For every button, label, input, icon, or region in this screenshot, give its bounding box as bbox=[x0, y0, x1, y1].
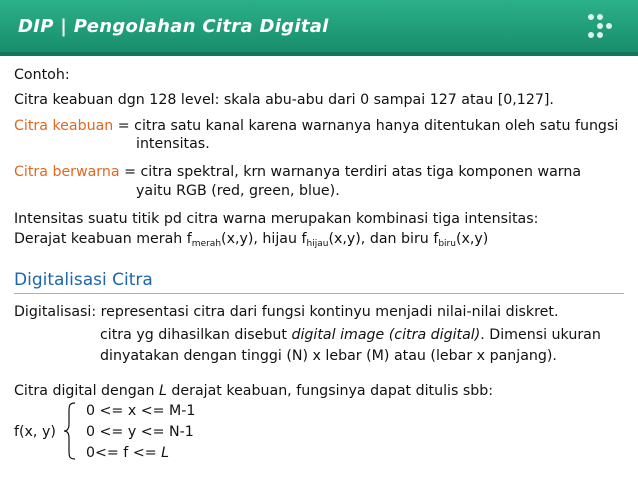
left-brace-icon bbox=[63, 402, 77, 460]
derajat-end: (x,y) bbox=[455, 231, 489, 247]
slide-header bbox=[0, 0, 638, 56]
section-divider bbox=[14, 293, 624, 294]
digitalisasi-line-1: Digitalisasi: representasi citra dari fungsi kontinyu menjadi nilai-nilai diskret. bbox=[14, 304, 559, 320]
def-berwarna-text: = citra spektral, krn warnanya terdiri atas tiga komponen warna bbox=[119, 164, 582, 180]
sub-hijau: hijau bbox=[306, 239, 329, 249]
derajat-prefix: Derajat keabuan merah f bbox=[14, 231, 192, 247]
contoh-heading: Contoh: bbox=[14, 67, 70, 83]
term-citra-keabuan: Citra keabuan bbox=[14, 118, 114, 134]
def-keabuan-text: = citra satu kanal karena warnanya hanya ditentukan oleh satu fungsi bbox=[113, 118, 619, 134]
line4-text-a: Citra digital dengan bbox=[14, 383, 159, 399]
term-citra-berwarna: Citra berwarna bbox=[14, 164, 120, 180]
cond3-L: L bbox=[161, 445, 170, 461]
citra-keabuan-definition bbox=[14, 117, 618, 135]
digitalisasi-line-3: dinyatakan dengan tinggi (N) x lebar (M) atau (lebar x panjang). bbox=[100, 348, 557, 364]
derajat-keabuan-line bbox=[14, 230, 488, 253]
slide-title: DIP | Pengolahan Citra Digital bbox=[18, 16, 329, 37]
line2-text-b: . Dimensi ukuran bbox=[480, 327, 601, 343]
line2-italic: digital image (citra digital) bbox=[291, 327, 481, 343]
derajat-mid-1: (x,y), hijau f bbox=[221, 231, 307, 247]
citra-berwarna-definition bbox=[14, 163, 581, 181]
header-divider bbox=[0, 52, 638, 56]
condition-y: 0 <= y <= N-1 bbox=[86, 424, 194, 440]
contoh-line-1: Citra keabuan dgn 128 level: skala abu-abu dari 0 sampai 127 atau [0,127]. bbox=[14, 92, 554, 108]
sub-merah: merah bbox=[191, 239, 222, 249]
digitalisasi-line-4 bbox=[14, 382, 493, 400]
def-keabuan-cont: intensitas. bbox=[136, 136, 210, 152]
condition-x: 0 <= x <= M-1 bbox=[86, 403, 196, 419]
line2-text-a: citra yg dihasilkan disebut bbox=[100, 327, 292, 343]
sub-biru: biru bbox=[438, 239, 456, 249]
function-label: f(x, y) bbox=[14, 424, 56, 440]
digitalisasi-line-2 bbox=[100, 326, 601, 344]
intensitas-line: Intensitas suatu titik pd citra warna merupakan kombinasi tiga intensitas: bbox=[14, 211, 539, 227]
cond3-text: 0<= f <= bbox=[86, 445, 162, 461]
decorative-dots-icon bbox=[588, 14, 614, 42]
line4-L: L bbox=[158, 383, 167, 399]
line4-text-b: derajat keabuan, fungsinya dapat ditulis sbb: bbox=[166, 383, 494, 399]
def-berwarna-cont: yaitu RGB (red, green, blue). bbox=[136, 183, 340, 199]
condition-f bbox=[86, 445, 169, 461]
derajat-mid-2: (x,y), dan biru f bbox=[328, 231, 439, 247]
section-heading-digitalisasi: Digitalisasi Citra bbox=[14, 270, 153, 290]
